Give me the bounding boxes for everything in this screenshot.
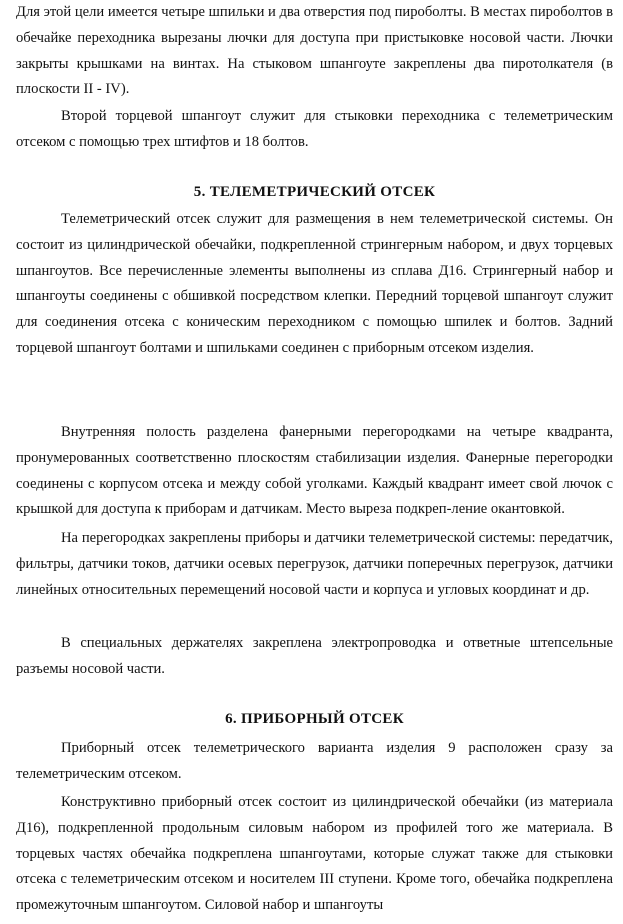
intro-paragraph-2: Второй торцевой шпангоут служит для стыковки переходника с телеметрическим отсеком с помощью трех штифтов и 18 болтов. bbox=[16, 108, 613, 150]
section-6-heading: 6. ПРИБОРНЫЙ ОТСЕК bbox=[225, 711, 404, 727]
section-5-paragraph-2: Внутренняя полость разделена фанерными перегородками на четыре квадранта, пронумерованных соответственно плоскостям стабилизации изделия. Фанерные перегородки соединены с корпусом отсека и между собой уголками. Каждый квадрант имеет свой лючок с крышкой для доступа к приборам и датчикам. Место выреза подкреп-ление окантовкой. bbox=[16, 424, 613, 518]
section-5-paragraph-3: На перегородках закреплены приборы и датчики телеметрической системы: передатчик, фильтры, датчики токов, датчики осевых перегрузок, датчики поперечных перегрузок, датчики линейных относительных перемещений носовой части и корпуса и угловых координат и др. bbox=[16, 530, 613, 598]
section-5-paragraph-1: Телеметрический отсек служит для размещения в нем телеметрической системы. Он состоит из цилиндрической обечайки, подкрепленной стрингерным набором, и двух торцевых шпангоутов. Все перечисленные элементы выполнены из сплава Д16. Стрингерный набор и шпангоуты соединены с обшивкой посредством клепки. Передний торцевой шпангоут служит для соединения отсека с коническим переходником с помощью шпилек и болтов. Задний торцевой шпангоут болтами и шпильками соединен с приборным отсеком изделия. bbox=[16, 211, 613, 356]
section-6-paragraph-1: Приборный отсек телеметрического варианта изделия 9 расположен сразу за телеметрическим отсеком. bbox=[16, 740, 613, 782]
section-5-paragraph-4: В специальных держателях закреплена электропроводка и ответные штепсельные разъемы носовой части. bbox=[16, 635, 613, 677]
intro-paragraph-1: Для этой цели имеется четыре шпильки и два отверстия под пироболты. В местах пироболтов в обечайке переходника вырезаны лючки для доступа при пристыковке носовой части. Лючки закрыты крышками на винтах. На стыковом шпангоуте закреплены два пиротолкателя (в плоскости II - IV). bbox=[16, 4, 613, 98]
section-5-heading: 5. ТЕЛЕМЕТРИЧЕСКИЙ ОТСЕК bbox=[193, 184, 436, 200]
section-6-paragraph-2: Конструктивно приборный отсек состоит из цилиндрической обечайки (из материала Д16), подкрепленной продольным силовым набором из профилей того же материала. В торцевых частях обечайка подкреплена шпангоутами, которые служат также для стыковки отсека с телеметрическим отсеком и носителем III ступени. Кроме того, обечайка подкреплена промежуточным шпангоутом. Силовой набор и шпангоуты bbox=[16, 794, 613, 914]
